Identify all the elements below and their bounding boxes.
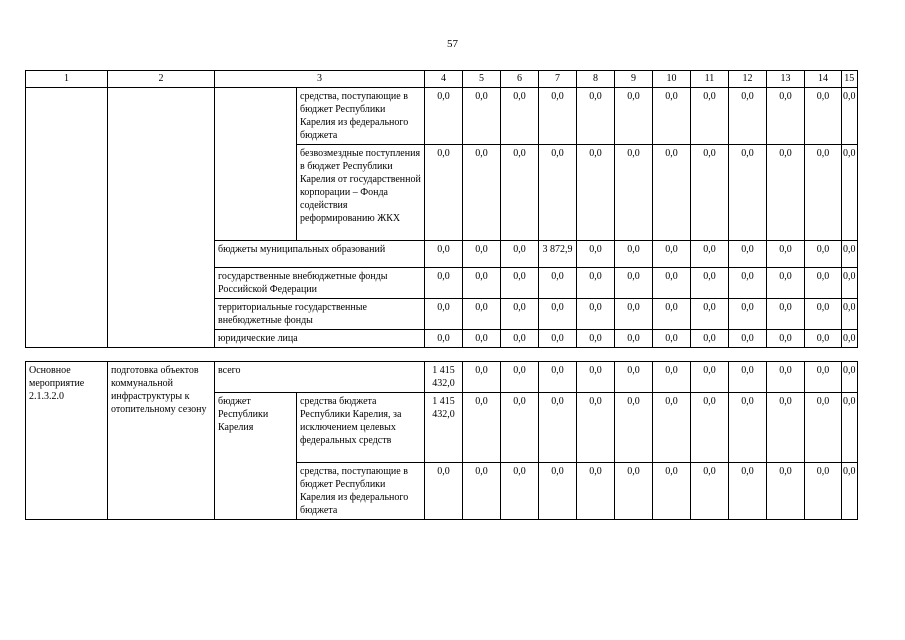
value-cell: 0,0 bbox=[653, 88, 691, 145]
value-cell: 0,0 bbox=[501, 362, 539, 393]
header-cell: 14 bbox=[805, 71, 842, 88]
value-cell: 0,0 bbox=[615, 362, 653, 393]
header-cell: 4 bbox=[425, 71, 463, 88]
value-cell: 0,0 bbox=[842, 299, 858, 330]
value-cell: 0,0 bbox=[653, 362, 691, 393]
value-cell: 0,0 bbox=[653, 241, 691, 268]
header-cell: 9 bbox=[615, 71, 653, 88]
value-cell: 0,0 bbox=[539, 299, 577, 330]
measure-code: Основное мероприятие 2.1.3.2.0 bbox=[26, 362, 108, 520]
budget-group: бюджет Республики Карелия bbox=[215, 393, 297, 520]
value-cell: 0,0 bbox=[653, 330, 691, 348]
table-row bbox=[26, 362, 858, 393]
value-cell: 0,0 bbox=[463, 241, 501, 268]
value-cell: 0,0 bbox=[691, 330, 729, 348]
value-cell: 0,0 bbox=[425, 268, 463, 299]
value-cell: 0,0 bbox=[767, 330, 805, 348]
value-cell: 0,0 bbox=[805, 463, 842, 520]
measure-name: подготовка объектов коммунальной инфраструктуры к отопительному сезону bbox=[108, 362, 215, 520]
separator-row bbox=[26, 348, 858, 362]
source-label: всего bbox=[215, 362, 425, 393]
header-cell: 5 bbox=[463, 71, 501, 88]
value-cell: 0,0 bbox=[653, 268, 691, 299]
value-cell: 0,0 bbox=[539, 145, 577, 241]
value-cell: 0,0 bbox=[577, 463, 615, 520]
value-cell: 0,0 bbox=[767, 241, 805, 268]
value-cell: 0,0 bbox=[805, 145, 842, 241]
budget-table bbox=[25, 70, 858, 520]
header-cell: 11 bbox=[691, 71, 729, 88]
value-cell: 0,0 bbox=[691, 241, 729, 268]
value-cell: 0,0 bbox=[842, 88, 858, 145]
value-cell: 0,0 bbox=[729, 463, 767, 520]
value-cell: 0,0 bbox=[501, 268, 539, 299]
value-cell: 0,0 bbox=[539, 463, 577, 520]
value-cell: 0,0 bbox=[842, 362, 858, 393]
value-cell: 0,0 bbox=[539, 362, 577, 393]
source-label: средства бюджета Республики Карелия, за исключением целевых федеральных средств bbox=[297, 393, 425, 463]
value-cell: 0,0 bbox=[729, 88, 767, 145]
value-cell: 0,0 bbox=[425, 463, 463, 520]
value-cell: 0,0 bbox=[425, 88, 463, 145]
value-cell: 3 872,9 bbox=[539, 241, 577, 268]
value-cell: 0,0 bbox=[615, 268, 653, 299]
value-cell: 0,0 bbox=[615, 145, 653, 241]
value-cell: 0,0 bbox=[501, 145, 539, 241]
value-cell: 0,0 bbox=[653, 145, 691, 241]
value-cell: 1 415 432,0 bbox=[425, 362, 463, 393]
value-cell: 0,0 bbox=[767, 362, 805, 393]
value-cell: 0,0 bbox=[691, 145, 729, 241]
value-cell: 0,0 bbox=[615, 393, 653, 463]
value-cell: 0,0 bbox=[615, 88, 653, 145]
value-cell: 0,0 bbox=[425, 330, 463, 348]
value-cell: 0,0 bbox=[501, 330, 539, 348]
value-cell: 0,0 bbox=[539, 268, 577, 299]
header-cell: 15 bbox=[842, 71, 858, 88]
value-cell: 0,0 bbox=[615, 463, 653, 520]
value-cell: 0,0 bbox=[767, 463, 805, 520]
source-label: территориальные государственные внебюджетные фонды bbox=[215, 299, 425, 330]
value-cell: 0,0 bbox=[842, 393, 858, 463]
value-cell: 0,0 bbox=[463, 330, 501, 348]
value-cell: 0,0 bbox=[653, 299, 691, 330]
empty-cell bbox=[215, 88, 297, 241]
value-cell: 0,0 bbox=[691, 299, 729, 330]
value-cell: 0,0 bbox=[653, 463, 691, 520]
value-cell: 0,0 bbox=[805, 241, 842, 268]
value-cell: 0,0 bbox=[577, 268, 615, 299]
source-label: безвозмездные поступления в бюджет Республики Карелия от государственной корпорации – Фонда содействия реформированию ЖКХ bbox=[297, 145, 425, 241]
value-cell: 0,0 bbox=[691, 362, 729, 393]
value-cell: 0,0 bbox=[501, 88, 539, 145]
value-cell: 0,0 bbox=[842, 330, 858, 348]
value-cell: 0,0 bbox=[577, 330, 615, 348]
value-cell: 0,0 bbox=[691, 463, 729, 520]
value-cell: 0,0 bbox=[501, 463, 539, 520]
source-label: бюджеты муниципальных образований bbox=[215, 241, 425, 268]
value-cell: 0,0 bbox=[463, 145, 501, 241]
value-cell: 0,0 bbox=[691, 393, 729, 463]
empty-cell bbox=[108, 88, 215, 348]
value-cell: 0,0 bbox=[767, 88, 805, 145]
value-cell: 0,0 bbox=[463, 299, 501, 330]
value-cell: 0,0 bbox=[767, 268, 805, 299]
value-cell: 0,0 bbox=[577, 393, 615, 463]
value-cell: 0,0 bbox=[805, 299, 842, 330]
value-cell: 0,0 bbox=[842, 463, 858, 520]
value-cell: 0,0 bbox=[425, 145, 463, 241]
value-cell: 0,0 bbox=[425, 299, 463, 330]
value-cell: 0,0 bbox=[539, 393, 577, 463]
value-cell: 0,0 bbox=[805, 88, 842, 145]
value-cell: 0,0 bbox=[653, 393, 691, 463]
value-cell: 0,0 bbox=[767, 145, 805, 241]
value-cell: 0,0 bbox=[805, 268, 842, 299]
value-cell: 0,0 bbox=[615, 241, 653, 268]
header-cell: 8 bbox=[577, 71, 615, 88]
header-cell: 7 bbox=[539, 71, 577, 88]
value-cell: 0,0 bbox=[463, 393, 501, 463]
value-cell: 0,0 bbox=[729, 241, 767, 268]
value-cell: 0,0 bbox=[501, 241, 539, 268]
value-cell: 0,0 bbox=[729, 268, 767, 299]
value-cell: 0,0 bbox=[577, 362, 615, 393]
value-cell: 0,0 bbox=[615, 299, 653, 330]
value-cell: 0,0 bbox=[729, 145, 767, 241]
header-cell: 12 bbox=[729, 71, 767, 88]
page-number: 57 bbox=[447, 38, 458, 50]
value-cell: 0,0 bbox=[805, 393, 842, 463]
value-cell: 0,0 bbox=[767, 393, 805, 463]
value-cell: 0,0 bbox=[805, 330, 842, 348]
value-cell: 0,0 bbox=[729, 362, 767, 393]
value-cell: 0,0 bbox=[842, 268, 858, 299]
source-label: средства, поступающие в бюджет Республики Карелия из федерального бюджета bbox=[297, 463, 425, 520]
value-cell: 0,0 bbox=[577, 299, 615, 330]
value-cell: 0,0 bbox=[842, 241, 858, 268]
header-row bbox=[26, 71, 858, 88]
value-cell: 0,0 bbox=[691, 88, 729, 145]
source-label: юридические лица bbox=[215, 330, 425, 348]
value-cell: 1 415 432,0 bbox=[425, 393, 463, 463]
table-row bbox=[26, 88, 858, 145]
empty-cell bbox=[26, 88, 108, 348]
value-cell: 0,0 bbox=[577, 241, 615, 268]
header-cell: 6 bbox=[501, 71, 539, 88]
value-cell: 0,0 bbox=[425, 241, 463, 268]
source-label: средства, поступающие в бюджет Республики Карелия из федерального бюджета bbox=[297, 88, 425, 145]
value-cell: 0,0 bbox=[463, 88, 501, 145]
value-cell: 0,0 bbox=[767, 299, 805, 330]
value-cell: 0,0 bbox=[615, 330, 653, 348]
separator bbox=[26, 348, 858, 362]
header-cell: 1 bbox=[26, 71, 108, 88]
value-cell: 0,0 bbox=[501, 299, 539, 330]
value-cell: 0,0 bbox=[842, 145, 858, 241]
value-cell: 0,0 bbox=[463, 268, 501, 299]
value-cell: 0,0 bbox=[691, 268, 729, 299]
value-cell: 0,0 bbox=[463, 463, 501, 520]
value-cell: 0,0 bbox=[539, 330, 577, 348]
value-cell: 0,0 bbox=[577, 88, 615, 145]
value-cell: 0,0 bbox=[729, 330, 767, 348]
value-cell: 0,0 bbox=[729, 299, 767, 330]
header-cell: 2 bbox=[108, 71, 215, 88]
source-label: государственные внебюджетные фонды Российской Федерации bbox=[215, 268, 425, 299]
value-cell: 0,0 bbox=[805, 362, 842, 393]
header-cell: 13 bbox=[767, 71, 805, 88]
value-cell: 0,0 bbox=[463, 362, 501, 393]
header-cell: 3 bbox=[215, 71, 425, 88]
value-cell: 0,0 bbox=[501, 393, 539, 463]
value-cell: 0,0 bbox=[729, 393, 767, 463]
value-cell: 0,0 bbox=[539, 88, 577, 145]
value-cell: 0,0 bbox=[577, 145, 615, 241]
header-cell: 10 bbox=[653, 71, 691, 88]
